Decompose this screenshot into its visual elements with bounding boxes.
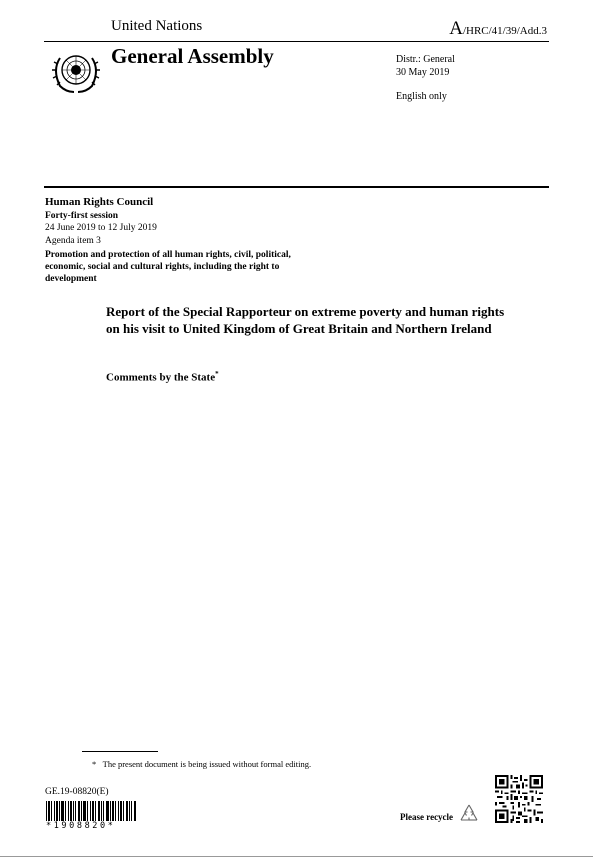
document-symbol bbox=[449, 18, 547, 40]
organization-name: United Nations bbox=[111, 18, 203, 34]
header-rule bbox=[44, 41, 549, 42]
language-note: English only bbox=[396, 91, 447, 102]
recycle-icon bbox=[458, 803, 480, 825]
barcode-icon bbox=[46, 801, 136, 821]
subtitle-text: Comments by the State bbox=[106, 371, 216, 384]
un-emblem-icon bbox=[48, 46, 104, 94]
report-subtitle bbox=[106, 370, 219, 384]
qr-code-icon bbox=[495, 775, 543, 823]
footnote-rule bbox=[82, 751, 158, 752]
distribution-label: Distr.: General bbox=[396, 54, 455, 65]
symbol-code: /HRC/41/39/Add.3 bbox=[462, 25, 547, 37]
report-title: Report of the Special Rapporteur on extreme poverty and human rights on his visit to United Kingdom of Great Britain and Northern Ireland bbox=[106, 304, 505, 336]
footnote-marker: * bbox=[92, 759, 97, 769]
footnote-reference[interactable]: * bbox=[215, 370, 219, 378]
ge-number: GE.19-08820(E) bbox=[45, 787, 109, 797]
recycle-label: Please recycle bbox=[400, 812, 454, 822]
council-name: Human Rights Council bbox=[45, 196, 154, 208]
distribution-block bbox=[396, 53, 455, 79]
barcode-digits: *1908820* bbox=[46, 821, 116, 831]
issue-date: 30 May 2019 bbox=[396, 67, 450, 78]
session-dates: 24 June 2019 to 12 July 2019 bbox=[45, 223, 157, 233]
footnote bbox=[92, 759, 311, 769]
agenda-item: Agenda item 3 bbox=[45, 236, 101, 246]
general-assembly-title: General Assembly bbox=[111, 44, 274, 68]
symbol-letter: A bbox=[449, 18, 463, 39]
section-rule bbox=[44, 186, 549, 188]
agenda-title: Promotion and protection of all human rights, civil, political, economic, social and cultural rights, including the right to development bbox=[45, 250, 291, 284]
page-bottom-edge bbox=[0, 856, 593, 857]
session-name: Forty-first session bbox=[45, 211, 119, 221]
footnote-text: The present document is being issued without formal editing. bbox=[102, 759, 312, 769]
